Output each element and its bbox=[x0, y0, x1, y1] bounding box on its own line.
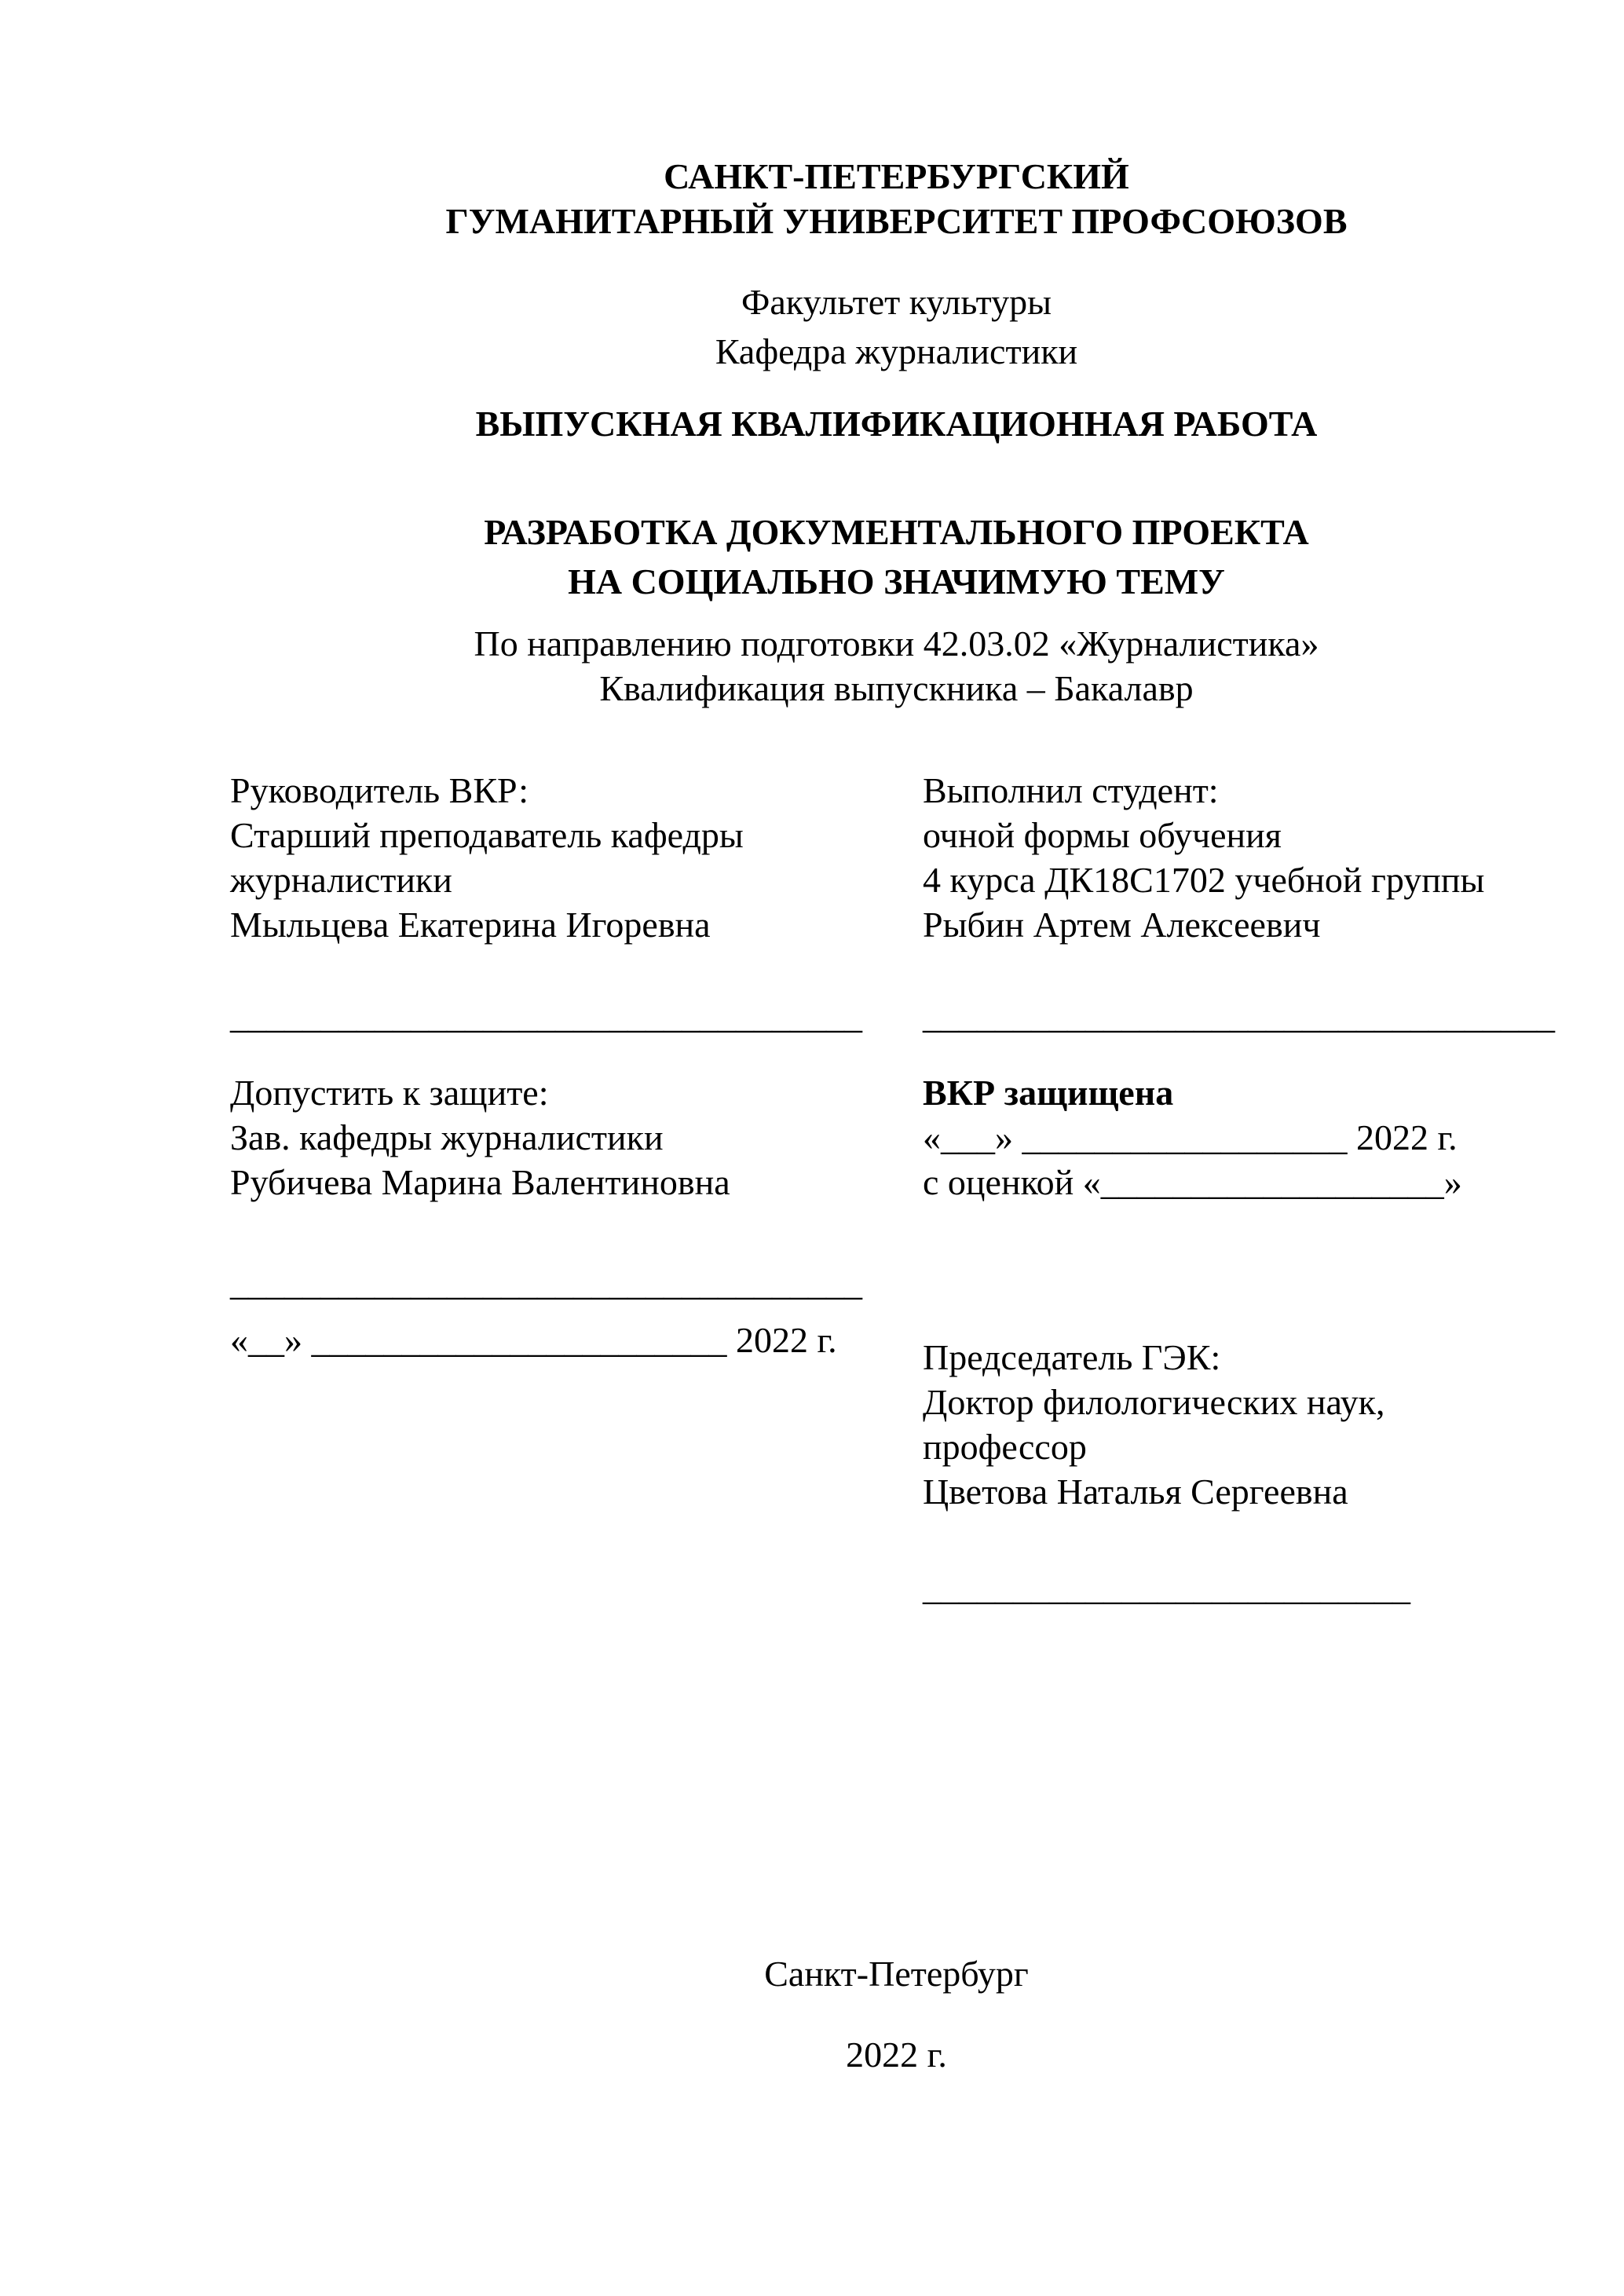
chairman-label: Председатель ГЭК: bbox=[923, 1337, 1221, 1377]
supervisor-label: Руководитель ВКР: bbox=[230, 770, 529, 810]
defense-date-line: «___» __________________ 2022 г. bbox=[923, 1117, 1458, 1157]
chairman-degree-line2: профессор bbox=[923, 1427, 1087, 1467]
admission-position: Зав. кафедры журналистики bbox=[230, 1117, 664, 1157]
supervisor-signature-line: ___________________________________ bbox=[230, 996, 862, 1036]
supervisor-block bbox=[230, 768, 923, 947]
defense-block bbox=[923, 1070, 1563, 1205]
qualification-line: Квалификация выпускника – Бакалавр bbox=[599, 668, 1194, 708]
program-line: По направлению подготовки 42.03.02 «Журналистика» bbox=[474, 623, 1319, 664]
student-group: 4 курса ДК18С1702 учебной группы bbox=[923, 860, 1485, 900]
faculty-line: Факультет культуры bbox=[741, 282, 1052, 322]
thesis-title-line2: НА СОЦИАЛЬНО ЗНАЧИМУЮ ТЕМУ bbox=[568, 561, 1225, 601]
student-block bbox=[923, 768, 1563, 947]
work-type-heading: ВЫПУСКНАЯ КВАЛИФИКАЦИОННАЯ РАБОТА bbox=[475, 404, 1318, 444]
chairman-signature-line: ___________________________ bbox=[923, 1567, 1410, 1607]
footer-year: 2022 г. bbox=[846, 2035, 947, 2075]
student-name: Рыбин Артем Алексеевич bbox=[923, 905, 1321, 945]
thesis-title-line1: РАЗРАБОТКА ДОКУМЕНТАЛЬНОГО ПРОЕКТА bbox=[484, 512, 1309, 552]
admission-block bbox=[230, 1070, 923, 1205]
student-label: Выполнил студент: bbox=[923, 770, 1219, 810]
chairman-name: Цветова Наталья Сергеевна bbox=[923, 1472, 1348, 1512]
supervisor-name: Мыльцева Екатерина Игоревна bbox=[230, 905, 711, 945]
admission-name: Рубичева Марина Валентиновна bbox=[230, 1162, 730, 1202]
university-name-line1: САНКТ-ПЕТЕРБУРГСКИЙ bbox=[664, 156, 1129, 196]
university-name bbox=[230, 154, 1563, 243]
admission-date-line: «__» _______________________ 2022 г. bbox=[230, 1320, 837, 1360]
chairman-degree-line1: Доктор филологических наук, bbox=[923, 1382, 1385, 1422]
department-line: Кафедра журналистики bbox=[715, 331, 1078, 371]
university-name-line2: ГУМАНИТАРНЫЙ УНИВЕРСИТЕТ ПРОФСОЮЗОВ bbox=[445, 201, 1348, 241]
faculty-department-block bbox=[230, 277, 1563, 376]
student-signature-line: ___________________________________ bbox=[923, 996, 1555, 1036]
admission-signature-line: ___________________________________ bbox=[230, 1263, 862, 1303]
thesis-title bbox=[230, 507, 1563, 606]
supervisor-position-line1: Старший преподаватель кафедры bbox=[230, 815, 744, 855]
program-block bbox=[230, 621, 1563, 711]
admission-label: Допустить к защите: bbox=[230, 1073, 549, 1113]
defense-grade-line: с оценкой «___________________» bbox=[923, 1162, 1462, 1202]
right-column bbox=[923, 768, 1563, 1610]
defense-label: ВКР защищена bbox=[923, 1073, 1174, 1113]
chairman-block bbox=[923, 1335, 1563, 1514]
footer-city: Санкт-Петербург bbox=[764, 1954, 1029, 1994]
signatures-section bbox=[230, 768, 1563, 1610]
student-study-form: очной формы обучения bbox=[923, 815, 1282, 855]
left-column bbox=[230, 768, 923, 1362]
supervisor-position-line2: журналистики bbox=[230, 860, 452, 900]
